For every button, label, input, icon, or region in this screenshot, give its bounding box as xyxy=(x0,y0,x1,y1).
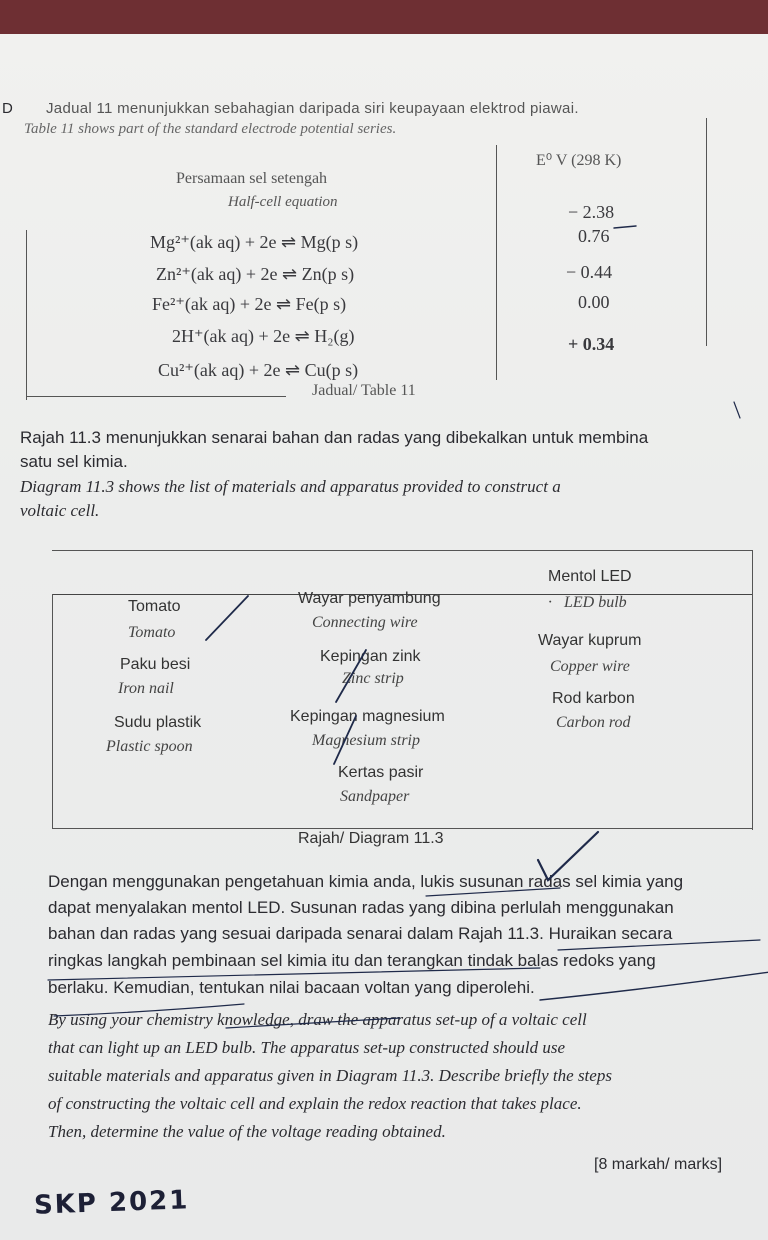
item-plastic-spoon: Sudu plastik xyxy=(114,714,202,731)
item-connecting-wire-en: Connecting wire xyxy=(312,614,418,631)
item-iron-nail: Paku besi xyxy=(120,656,191,673)
item-iron-nail-en: Iron nail xyxy=(118,680,174,697)
item-carbon-rod: Rod karbon xyxy=(552,690,635,707)
margin-mark xyxy=(734,402,740,418)
col2-header: E⁰ V (298 K) xyxy=(536,152,622,169)
underline-stroke xyxy=(226,1018,400,1028)
table-row-equation: Zn²⁺(ak aq) + 2e ⇌ Zn(p s) xyxy=(156,264,355,284)
item-zinc-strip-en: Zinc strip xyxy=(342,670,404,687)
question-number: D xyxy=(2,100,13,117)
item-connecting-wire: Wayar penyambung xyxy=(298,590,441,607)
pen-stroke-tomato xyxy=(206,596,248,640)
item-led-bulb-en: LED bulb xyxy=(564,594,627,611)
item-copper-wire: Wayar kuprum xyxy=(538,632,642,649)
question-ms-line-5: berlaku. Kemudian, tentukan nilai bacaan voltan yang diperolehi. xyxy=(48,978,535,997)
question-ms-line-3: bahan dan radas yang sesuai daripada senarai dalam Rajah 11.3. Huraikan secara xyxy=(48,924,673,943)
intro-malay: Jadual 11 menunjukkan sebahagian daripada siri keupayaan elektrod piawai. xyxy=(46,100,579,117)
question-ms-line-4: ringkas langkah pembinaan sel kimia itu dan terangkan tindak balas redoks yang xyxy=(48,951,656,970)
diagram-caption: Rajah/ Diagram 11.3 xyxy=(298,830,444,847)
question-en-line-2: that can light up an LED bulb. The apparatus set-up constructed should use xyxy=(48,1038,566,1057)
pen-stroke-zinc xyxy=(336,650,366,702)
item-magnesium-strip: Kepingan magnesium xyxy=(290,708,445,725)
diagram-intro-ms-2: satu sel kimia. xyxy=(20,452,128,471)
underline-stroke xyxy=(426,888,560,896)
item-led-bulb: Mentol LED xyxy=(548,568,632,585)
table-row-equation: Cu²⁺(ak aq) + 2e ⇌ Cu(p s) xyxy=(158,360,359,380)
item-zinc-strip: Kepingan zink xyxy=(320,648,421,665)
table-row-equation: Fe²⁺(ak aq) + 2e ⇌ Fe(p s) xyxy=(152,294,347,314)
bullet-dot-icon: · xyxy=(548,594,552,611)
table-row-value: − 0.44 xyxy=(566,262,613,282)
question-en-line-3: suitable materials and apparatus given in Diagram 11.3. Describe briefly the steps xyxy=(48,1066,612,1085)
table-row-value: 0.76 xyxy=(578,226,610,246)
underline-stroke xyxy=(540,972,768,1000)
diagram-intro-ms-1: Rajah 11.3 menunjukkan senarai bahan dan radas yang dibekalkan untuk membina xyxy=(20,428,649,447)
question-en-line-5: Then, determine the value of the voltage reading obtained. xyxy=(48,1122,446,1141)
question-en-line-1: By using your chemistry knowledge, draw the apparatus set-up of a voltaic cell xyxy=(48,1010,587,1029)
item-magnesium-strip-en: Magnesium strip xyxy=(312,732,420,749)
underline-stroke xyxy=(48,968,540,980)
item-tomato: Tomato xyxy=(128,598,181,615)
item-sandpaper-en: Sandpaper xyxy=(340,788,410,805)
item-copper-wire-en: Copper wire xyxy=(550,658,630,675)
pen-stroke-value xyxy=(614,226,636,228)
table-row-value: + 0.34 xyxy=(568,334,615,354)
underline-stroke xyxy=(558,940,760,950)
item-plastic-spoon-en: Plastic spoon xyxy=(106,738,193,755)
item-carbon-rod-en: Carbon rod xyxy=(556,714,631,731)
table-caption: Jadual/ Table 11 xyxy=(312,382,416,399)
handwritten-footer-note: SKP 2021 xyxy=(33,1185,190,1221)
item-sandpaper: Kertas pasir xyxy=(338,764,424,781)
question-en-line-4: of constructing the voltaic cell and explain the redox reaction that takes place. xyxy=(48,1094,582,1113)
pen-stroke-magnesium xyxy=(334,716,356,764)
table-row-value: 0.00 xyxy=(578,292,610,312)
intro-english: Table 11 shows part of the standard electrode potential series. xyxy=(24,121,397,137)
table-row-equation: Mg²⁺(ak aq) + 2e ⇌ Mg(p s) xyxy=(150,232,359,252)
question-ms-line-2: dapat menyalakan mentol LED. Susunan radas yang dibina perlulah menggunakan xyxy=(48,898,674,917)
table-row-value: − 2.38 xyxy=(568,202,615,222)
marks-label: [8 markah/ marks] xyxy=(594,1156,723,1173)
diagram-intro-en-2: voltaic cell. xyxy=(20,501,100,520)
underline-stroke xyxy=(54,1004,244,1016)
checkmark-icon xyxy=(538,832,598,880)
col1-header-ms: Persamaan sel setengah xyxy=(176,170,328,187)
item-tomato-en: Tomato xyxy=(128,624,176,641)
question-ms-line-1: Dengan menggunakan pengetahuan kimia anda, lukis susunan radas sel kimia yang xyxy=(48,872,684,891)
col1-header-en: Half-cell equation xyxy=(228,194,338,210)
diagram-intro-en-1: Diagram 11.3 shows the list of materials and apparatus provided to construct a xyxy=(20,477,561,496)
table-row-equation: 2H⁺(ak aq) + 2e ⇌ H₂(g) xyxy=(172,326,355,346)
